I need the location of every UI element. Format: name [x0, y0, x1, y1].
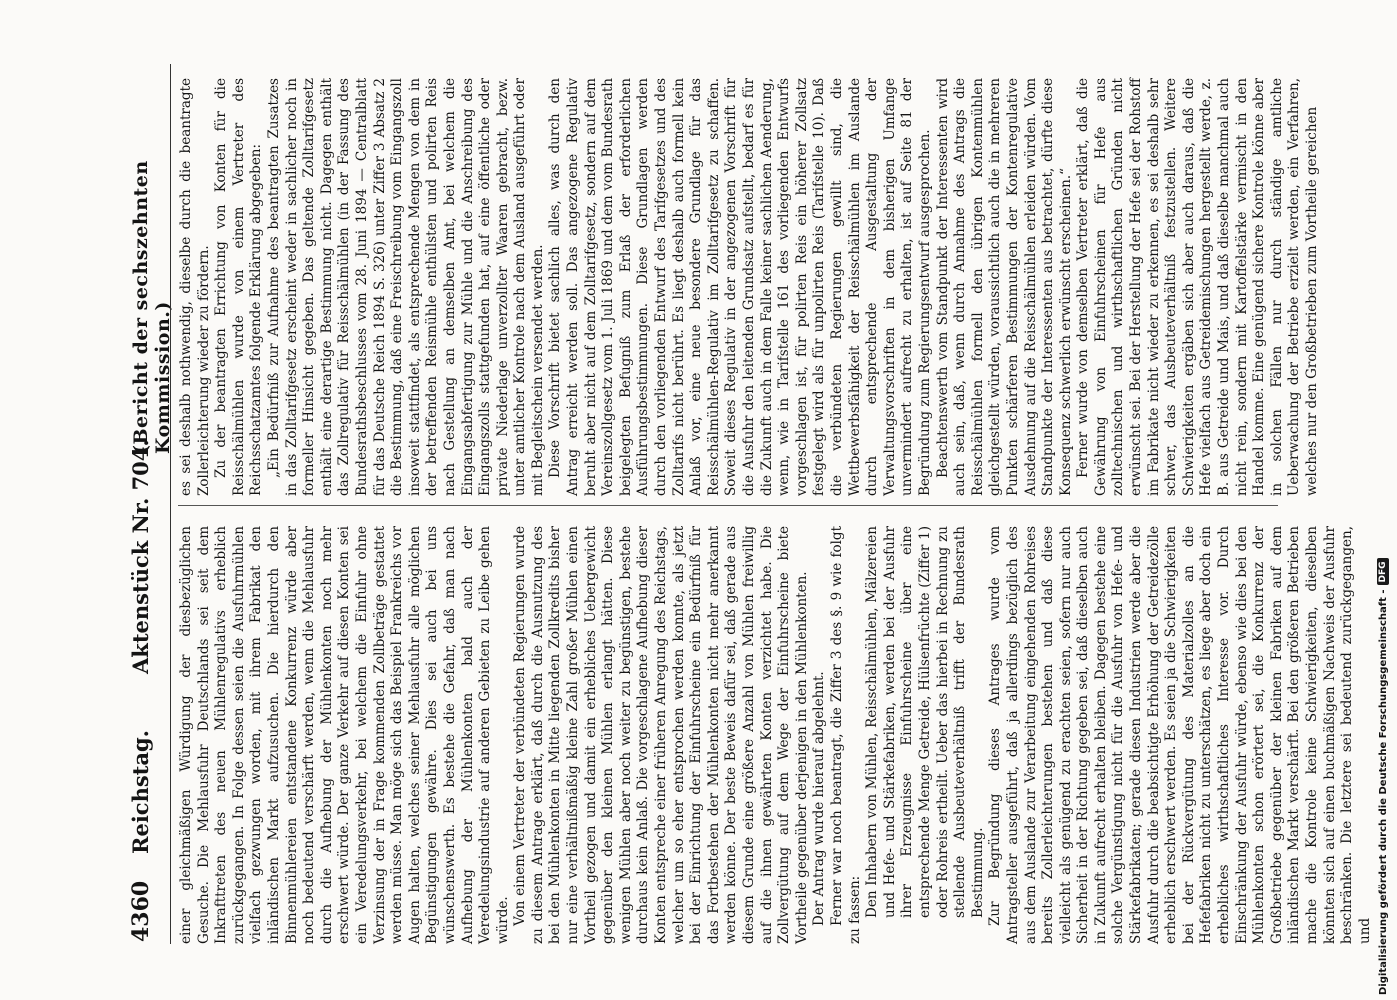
header-reichstag: Reichstag.	[128, 730, 153, 854]
credit-text: Digitalisierung gefördert durch die Deutsche Forschungsgemeinschaft -	[1377, 589, 1389, 995]
text-column-left	[178, 526, 1373, 944]
running-header	[118, 64, 174, 944]
quoted-statement: „Ein Bedürfniß zur Aufnahme des beantragten Zusatzes in das Zolltarifgesetz erscheint weder in sachlicher noch in formeller Hinsicht gegeben. Das geltende Zolltarifgesetz enthält eine derartige Bestimmung nicht. Dagegen enthält das Zollregulativ für Reisschälmühlen (in der Fassung des Bundesrathsbeschlusses vom 28. Juni 1894 — Centralblatt für das Deutsche Reich 1894 S. 326) unter Ziffer 3 Absatz 2 die Bestimmung, daß eine Freischreibung vom Eingangszoll insoweit stattfindet, als entsprechende Mengen von dem in der betreffenden Reismühle enthülsten und polirten Reis nach Gestellung an demselben Amt, bei welchem die Eingangsabfertigung zur Mühle und die Anschreibung des Eingangszolls stattgefunden hat, auf eine öffentliche oder private Niederlage unverzollter Waaren gebracht, bezw. unter amtlicher Kontrole nach dem Ausland ausgeführt oder mit Begleitschein versendet werden.	[265, 78, 546, 496]
paragraph: es sei deshalb nothwendig, dieselbe durch die beantragte Zollerleichterung wieder zu fördern.	[178, 78, 212, 496]
quoted-amendment: Den Inhabern von Mühlen, Reisschälmühlen, Mälzereien und Hefe- und Stärkefabriken, werden bei der Ausfuhr ihrer Erzeugnisse Einfuhrscheine über eine entsprechende Menge Getreide, Hülsenfrüchte (Ziffer 1) oder Rohreis ertheilt. Ueber das hierbei in Rechnung zu stellende Ausbeuteverhältniß trifft der Bundesrath Bestimmung.	[864, 526, 986, 918]
paragraph: Zu der beantragten Errichtung von Konten für die Reisschälmühlen wurde von einem Vertreter des Reichsschatzamtes folgende Erklärung abgegeben:	[213, 78, 265, 496]
rotated-document-page	[118, 64, 1373, 944]
paragraph: Zur Begründung dieses Antrages wurde vom Antragsteller ausgeführt, daß ja allerdings bezüglich des aus dem Auslande zur Verarbeitung eingehenden Rohreises bereits Zollerleichterungen bestehen und daß diese vielleicht als genügend zu erachten seien, sofern nur auch Sicherheit in der Richtung gegeben sei, daß dieselben auch in Zukunft aufrecht erhalten bleiben. Dagegen bestehe eine solche Vergünstigung nicht für die Ausfuhr von Hefe- und Stärkefabrikaten; gerade diesen Industrien werde aber die Ausfuhr durch die beabsichtigte Erhöhung der Getreidezölle erheblich erschwert werden. Es seien ja die Schwierigkeiten bei der Rückvergütung des Materialzolles an die Hefefabriken nicht zu unterschätzen, es liege aber doch ein erhebliches wirthschaftliches Interesse vor. Durch Einschränkung der Ausfuhr würde, ebenso wie dies bei den Mühlenkonten schon erörtert sei, die Konkurrenz der Großbetriebe gegenüber der kleinen Fabriken auf dem inländischen Markt verschärft. Bei den größeren Betrieben mache die Kontrole keine Schwierigkeiten, dieselben könnten sich auf einen buchmäßigen Nachweis der Ausfuhr beschränken. Die letztere sei bedeutend zurückgegangen, und	[987, 526, 1373, 944]
paragraph: Der Antrag wurde hierauf abgelehnt.	[811, 671, 828, 926]
header-rule	[170, 64, 171, 944]
header-bericht: (Bericht der sechszehnten Kommission.)	[130, 160, 174, 454]
text-column-right	[178, 78, 1320, 496]
column-rule	[178, 505, 1278, 506]
digitization-credit	[1372, 5, 1394, 995]
dfg-logo: DFG	[1377, 558, 1389, 585]
paragraph: Ferner wurde von demselben Vertreter erklärt, daß die Gewährung von Einfuhrscheinen für Hefe aus zolltechnischen und wirthschaftlichen Gründen nicht erwünscht sei. Bei der Herstellung der Hefe sei der Rohstoff im Fabrikate nicht wieder zu erkennen, es sei deshalb sehr schwer, das Ausbeuteverhältniß festzustellen. Weitere Schwierigkeiten ergäben sich aber auch daraus, daß die Hefe vielfach aus Getreidemischungen hergestellt werde, z. B. aus Getreide und Mais, und daß dieselbe manchmal auch nicht rein, sondern mit Kartoffelstärke vermischt in den Handel komme. Eine genügend sichere Kontrole könne aber in solchen Fällen nur durch ständige amtliche Ueberwachung der Betriebe erzielt werden, ein Verfahren, welches nur den Großbetrieben zum Vortheile gereichen	[1075, 78, 1320, 496]
paragraph: Diese Vorschrift bietet sachlich alles, was durch den Antrag erreicht werden soll. Das angezogene Regulativ beruht aber nicht auf dem Zolltarifgesetz, sondern auf dem Vereinszollgesetz vom 1. Juli 1869 und dem vom Bundesrath beigelegten Befugniß zum Erlaß der erforderlichen Ausführungsbestimmungen. Diese Grundlagen werden durch den vorliegenden Entwurf des Tarifgesetzes und des Zolltarifs nicht berührt. Es liegt deshalb auch formell kein Anlaß vor, eine neue besondere Grundlage für das Reisschälmühlen-Regulativ im Zolltarifgesetz zu schaffen. Soweit dieses Regulativ in der angezogenen Vorschrift für die Ausfuhr den leitenden Grundsatz aufstellt, bedarf es für die Zukunft auch in dem Falle keiner sachlichen Aenderung, wenn, wie in Tarifstelle 161 des vorliegenden Entwurfs vorgeschlagen ist, für polirten Reis ein höherer Zollsatz festgelegt wird als für unpolirten Reis (Tarifstelle 10). Daß die verbündeten Regierungen gewillt sind, die Wettbewerbsfähigkeit der Reisschälmühlen im Auslande durch entsprechende Ausgestaltung der Verwaltungsvorschriften in dem bisherigen Umfange unvermindert aufrecht zu erhalten, ist auf Seite 81 der Begründung zum Regierungsentwurf ausgesprochen.	[547, 78, 933, 496]
paragraph: Beachtenswerth vom Standpunkt der Interessenten wird auch sein, daß, wenn durch Annahme des Antrags die Reisschälmühlen formell den übrigen Kontenmühlen gleichgestellt würden, voraussichtlich auch die in mehreren Punkten schärferen Bestimmungen der Kontenregulative Ausdehnung auf die Reisschälmühlen erleiden würden. Vom Standpunkte der Interessenten aus betrachtet, dürfte diese Konsequenz schwerlich erwünscht erscheinen.“	[934, 78, 1074, 496]
paragraph: Von einem Vertreter der verbündeten Regierungen wurde zu diesem Antrage erklärt, daß durch die Ausnutzung des bei den Mühlenkonten in Mitte liegenden Zollkredits bisher nur eine verhältnißmäßig kleine Zahl großer Mühlen einen Vortheil gezogen und damit ein erhebliches Uebergewicht gegenüber den kleinen Mühlen erlangt hätten. Diese wenigen Mühlen aber noch weiter zu begünstigen, bestehe durchaus kein Anlaß. Die vorgeschlagene Aufhebung dieser Konten entspreche einer früheren Anregung des Reichstags, welcher um so eher entsprochen werden konnte, als jetzt bei der Einrichtung der Einfuhrscheine ein Bedürfniß für das Fortbestehen der Mühlenkonten nicht mehr anerkannt werden könne. Der beste Beweis dafür sei, daß gerade aus diesem Grunde eine größere Anzahl von Mühlen freiwillig auf die ihnen gewährten Konten verzichtet habe. Die Zollvergütung auf dem Wege der Einfuhrscheine biete Vortheile gegenüber derjenigen in den Mühlenkonten.	[512, 526, 810, 944]
page-number: 4360	[128, 880, 154, 942]
paragraph: Ferner war noch beantragt, die Ziffer 3 des §. 9 wie folgt zu fassen:	[828, 526, 863, 944]
header-aktenstueck: Aktenstück Nr. 704.	[128, 439, 153, 674]
paragraph: einer gleichmäßigen Würdigung der diesbezüglichen Gesuche. Die Mehlausfuhr Deutschlands sei seit dem Inkrafttreten des neuen Mühlenregulativs erheblich zurückgegangen. In Folge dessen seien die Ausfuhrmühlen vielfach gezwungen worden, mit ihrem Fabrikat den inländischen Markt aufzusuchen. Die hierdurch den Binnenmühlereien entstandene Konkurrenz würde aber noch bedeutend verschärft werden, wenn die Mehlausfuhr durch die Aufhebung der Mühlenkonten noch mehr erschwert würde. Der ganze Verkehr auf diesen Konten sei ein Veredelungsverkehr, bei welchem die Einfuhr ohne Verzinsung der in Frage kommenden Zollbeträge gestattet werden müsse. Man möge sich das Beispiel Frankreichs vor Augen halten, welches seiner Mehlausfuhr alle möglichen Begünstigungen gewähre. Dies sei auch bei uns wünschenswerth. Es bestehe die Gefahr, daß man nach Aufhebung der Mühlenkonten bald auch der Veredelungsindustrie auf anderen Gebieten zu Leibe gehen würde.	[178, 526, 511, 944]
